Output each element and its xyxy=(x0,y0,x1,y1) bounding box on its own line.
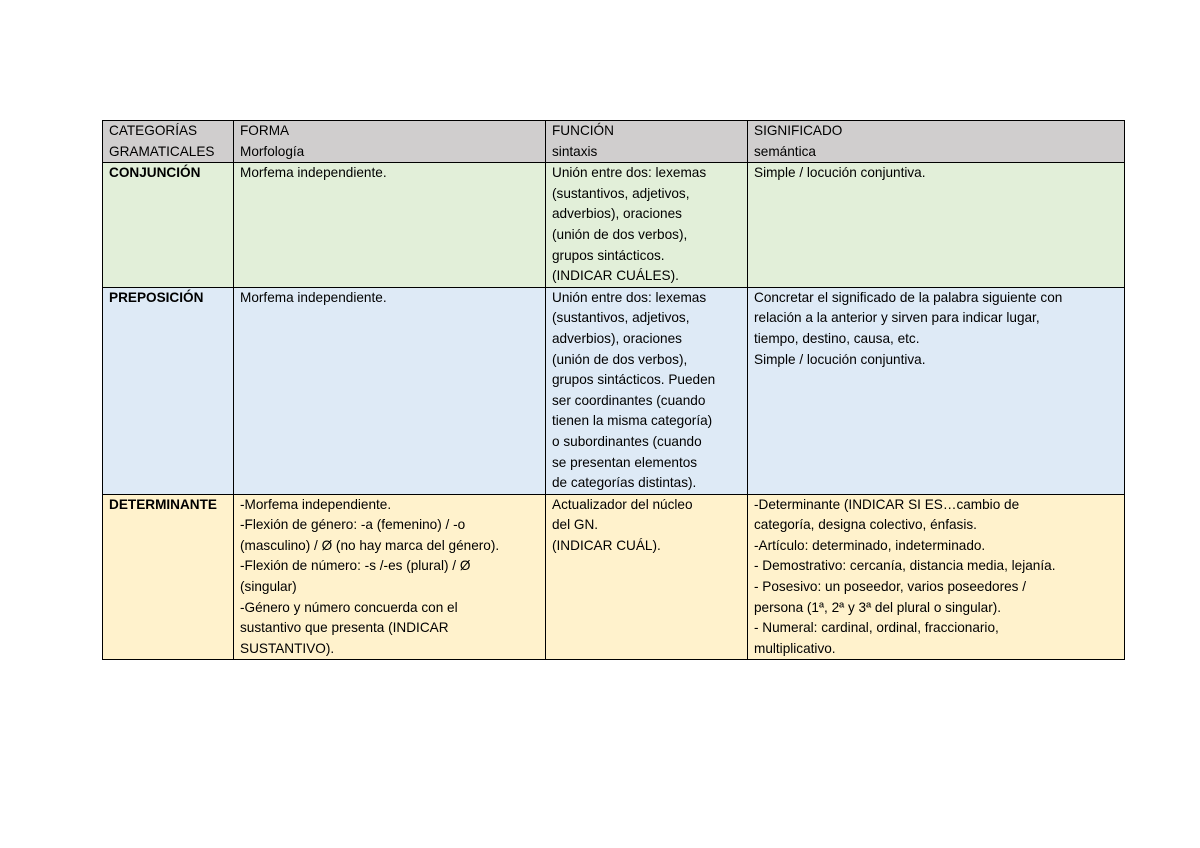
funcion-conjuncion: Unión entre dos: lexemas (sustantivos, adjetivos, adverbios), oraciones (unión de dos verbos), grupos sintácticos. (INDICAR CUÁLES). xyxy=(546,163,748,288)
category-conjuncion: CONJUNCIÓN xyxy=(103,163,234,288)
table-row-conjuncion xyxy=(103,163,1125,288)
table-header-row xyxy=(103,121,1125,163)
forma-preposicion: Morfema independiente. xyxy=(234,287,546,494)
funcion-preposicion: Unión entre dos: lexemas (sustantivos, adjetivos, adverbios), oraciones (unión de dos verbos), grupos sintácticos. Pueden ser coordinantes (cuando tienen la misma categoría) o subordinantes (cuando se presentan elementos de categorías distintas). xyxy=(546,287,748,494)
forma-conjuncion: Morfema independiente. xyxy=(234,163,546,288)
funcion-determinante: Actualizador del núcleo del GN. (INDICAR CUÁL). xyxy=(546,494,748,660)
header-categorias: CATEGORÍAS GRAMATICALES xyxy=(103,121,234,163)
table-row-preposicion xyxy=(103,287,1125,494)
header-significado: SIGNIFICADO semántica xyxy=(748,121,1125,163)
forma-determinante: -Morfema independiente. -Flexión de género: -a (femenino) / -o (masculino) / Ø (no hay marca del género). -Flexión de número: -s /-es (plural) / Ø (singular) -Género y número concuerda con el sustantivo que presenta (INDICAR SUSTANTIVO). xyxy=(234,494,546,660)
significado-determinante: -Determinante (INDICAR SI ES…cambio de categoría, designa colectivo, énfasis. -Artículo: determinado, indeterminado. - Demostrativo: cercanía, distancia media, lejanía. - Posesivo: un poseedor, varios poseedores / persona (1ª, 2ª y 3ª del plural o singular). - Numeral: cardinal, ordinal, fraccionario, multiplicativo. xyxy=(748,494,1125,660)
grammar-categories-table xyxy=(102,120,1125,660)
header-forma: FORMA Morfología xyxy=(234,121,546,163)
category-determinante: DETERMINANTE xyxy=(103,494,234,660)
category-preposicion: PREPOSICIÓN xyxy=(103,287,234,494)
significado-conjuncion: Simple / locución conjuntiva. xyxy=(748,163,1125,288)
header-funcion: FUNCIÓN sintaxis xyxy=(546,121,748,163)
table-row-determinante xyxy=(103,494,1125,660)
significado-preposicion: Concretar el significado de la palabra siguiente con relación a la anterior y sirven para indicar lugar, tiempo, destino, causa, etc. Simple / locución conjuntiva. xyxy=(748,287,1125,494)
